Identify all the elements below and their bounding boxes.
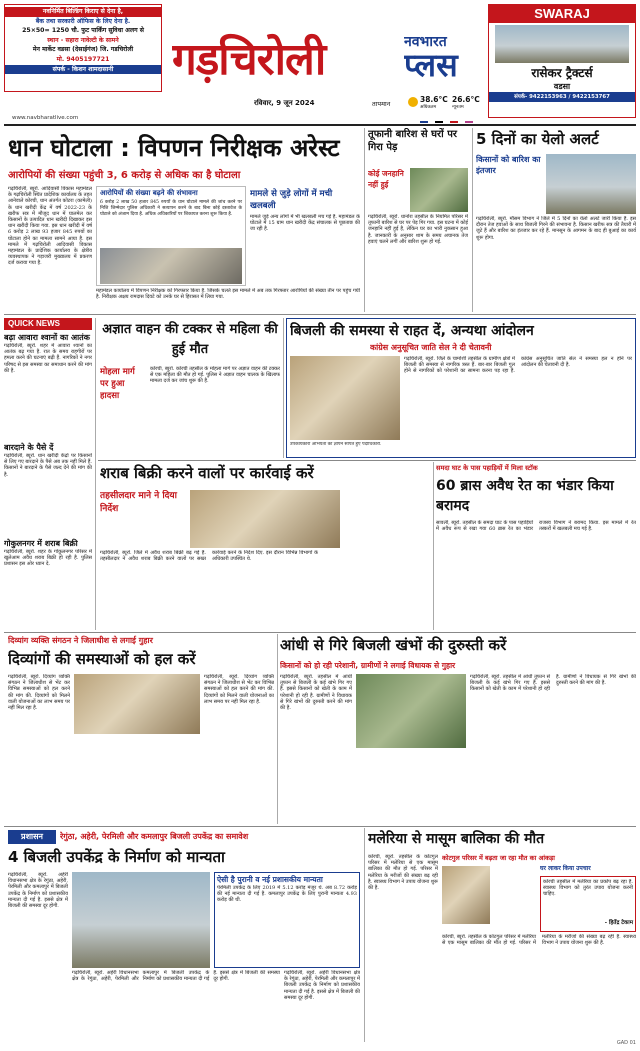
admin-box [214, 872, 360, 968]
youtube-icon[interactable] [450, 121, 458, 123]
page-number: GAD 01 [616, 1040, 636, 1046]
left-ad-line1: नवनिर्मित बिल्डिंग किराए से देना है, [5, 7, 161, 17]
sun-icon [408, 97, 418, 107]
malaria-body: कोरची, ब्यूरो. तहसील के कोटगुल परिसर में मलेरिया से एक मासूम बालिका की मौत हो गई. परिसर में मलेरिया के मरीजों की संख्या बढ़ रही है. स्वास्थ्य विभाग ने उपाय योजना शुरू की है. [368, 854, 438, 892]
yellow-headline: 5 दिनों का येलो अलर्ट [476, 130, 599, 148]
lead-body-2: महामंडल कार्यालय में विपणन निरीक्षक को गिरफ्तार किया है. जिसके चलते इस मामले में अब तक गिरफ्तार आरोपियों की संख्या तीन पर पहुंच गयी है. निरीक्षक अक्षय रामदास दिवटे को उनके घर से हिरासत में लिया गया. [96, 288, 360, 301]
storm-headline: तूफानी बारिश से घरों पर गिरा पेड़ [368, 129, 457, 153]
brand-top: नवभारत [404, 34, 447, 50]
admin-box-title: ऐसी है पुरानी व नई प्रशासकीय मान्यता [217, 875, 323, 884]
malaria-quote-by: - हितेंद्र टेकाम [604, 920, 633, 926]
yellow-body: गढ़चिरोली, ब्यूरो. मौसम विभाग ने जिले में 5 दिनों का येलो अलर्ट जारी किया है. इस दौरान तेज हवाओं के साथ बिजली गिरने की संभावना है. किसान खरीफ सत्र की तैयारी में जुटे हैं और बारिश का इंतजार कर रहे हैं. मानसून के आगमन के बाद ही बुआई का कार्य शुरू होगा. [476, 216, 636, 241]
poles-body-2: गढ़चिरोली, ब्यूरो. तहसील में आंधी तूफान से बिजली के कई खंभे गिर गए हैं. इससे किसानों को खेती के काम में परेशानी हो रही है. ग्रामीणों ने विधायक से गिरे खंभों की दुरुस्ती करने की मांग की है. [470, 674, 636, 693]
quick-news-label: QUICK NEWS [4, 318, 92, 330]
lead-subhead: आरोपियों की संख्या पहुंची 3, 6 करोड़ से अधिक का है घोटाला [8, 170, 241, 181]
lead-photo-note: 6 करोड़ 2 लाख 50 हजार 845 रुपयों के धान घोटाले मामले की जांच करने पर निजि जिम्मेदार पुलिस अधिकारी ने सत्यापन करने के बाद बिना कोई दस्तावेज के घोटाले को अंजाम दिया है. अधिक अधिकारियों पर शिकायत करना शुरू किया है. [100, 200, 242, 217]
divyang-kicker: दिव्यांग व्यक्ति संगठन ने जिलाधीश से लगाई गुहार [8, 636, 153, 645]
temp-max-label: अधिकतम [420, 105, 437, 110]
sand-body: सावली, ब्यूरो. तहसील के समदा घाट के पास पहाड़ियों में अवैध रूप से रखा गया 60 ब्रास रेत का भंडार राजस्व विभाग ने बरामद किया. इस मामले में रेत तस्करों में खलबली मच गई है. [436, 520, 636, 533]
brand-bottom: प्लस [404, 46, 458, 84]
admin-headline: 4 बिजली उपकेंद्र के निर्माण को मान्यता [8, 848, 225, 866]
divyang-photo [74, 674, 200, 734]
right-ad-phone: संपर्क- 9422153963 / 9422153767 [489, 92, 635, 102]
left-ad-phone: मो. 9405197721 [56, 55, 110, 63]
admin-body: गढ़चिरोली, ब्यूरो. अहेरी विधानसभा क्षेत्र के रेगुंठा, अहेरी, पेरमिली और कमलापुर में बिजली उपकेंद्र के निर्माण को प्रशासकीय मान्यता दी गई है. इससे क्षेत्र में बिजली की समस्या दूर होगी. [8, 872, 68, 910]
left-ad [4, 4, 162, 92]
admin-kicker: रेगुंठा, अहेरी, पेरमिली और कमलापुर बिजली उपकेंद्र का समावेश [60, 832, 249, 841]
yellow-subhead: किसानों को बारिश का इंतजार [476, 155, 541, 175]
divyang-body-2: गढ़चिरोली, ब्यूरो. दिव्यांग व्यक्ति संगठन ने जिलाधीश से भेंट कर विभिन्न समस्याओं को हल करने की मांग की. दिव्यांगों को मिलने वाली योजनाओं का लाभ समय पर नहीं मिल रहा है. [204, 674, 274, 705]
quick-news-body-1: गढ़चिरोली, ब्यूरो. शहर में आवारा श्वानों का आतंक बढ़ गया है. रात के समय राहगीरों पर हमला करने की घटनाएं बढ़ी हैं. नागरिकों ने नगर परिषद से इस समस्या का समाधान करने की मांग की है. [4, 343, 92, 374]
admin-photo [72, 872, 210, 968]
tractor-image [495, 25, 629, 63]
lead-body: गढ़चिरोली, ब्यूरो. आदिवासी विकास महामंडल के गढ़चिरोली स्थित प्रादेशिक कार्यालय के तहत आनेवाले कोरची, धान अंतर्गत कोटरा (कामेली) के धान खरीदी केंद्र में वर्ष 2022-23 के खरीफ सत्र में मौजूद धान में घालमेल कर किसानों के उत्पादित धान खरीदी दिखाकर इस धान खरीदी किया गया. इस धान खरीदी में वर्ष 6 करोड़ 2 लाख 93 हजार 845 रुपयों का घोटाला होने का मामला सामने आया है. इस मामले में गढ़चिरोली आदिवासी विकास महामंडल के प्रादेशिक कार्यालय के क्षेत्रीय व्यवस्थापक ने गड़ाजरी मुख्यालय में प्रकरण दर्ज कराया गया है. [8, 186, 92, 267]
malaria-headline: मलेरिया से मासूम बालिका की मौत [368, 831, 545, 847]
temp-label: तापमान [372, 100, 391, 108]
facebook-icon[interactable] [420, 121, 428, 123]
right-ad-brand: SWARAJ [489, 5, 635, 23]
temp-min-label: न्यूनतम [452, 105, 464, 110]
left-ad-line2: बैंक तथा सरकारी ऑफिस के लिए देना है. [35, 17, 131, 25]
right-ad [488, 4, 636, 118]
temp-min: 26.6°C [452, 95, 480, 104]
liquor-photo [190, 490, 340, 548]
power-photo [290, 356, 400, 440]
quick-news-title-3: गोकुलनगर में शराब बिक्री [4, 539, 78, 548]
malaria-kicker: कोटगुल परिसर में बढ़ता जा रहा मौत का आंकड़ा [442, 854, 555, 862]
left-ad-contact: संपर्क - किशन शामदासानी [5, 65, 161, 75]
quick-news-title-1: बढ़ा आवारा श्वानों का आतंक [4, 333, 90, 342]
lead-body-3: मामले जुड़े अन्य लोगों में भी खलबली मच गई है. महामंडल के घोटाले में 15 ग्राम धान खरीदी केंद्र संचालक से पूछताछ की जा रही है. [250, 214, 360, 233]
power-body: गढ़चिरोली, ब्यूरो. जिले के चामोर्शी तहसील के ग्रामीण क्षेत्रों में बिजली की समस्या से नागरिक त्रस्त हैं. बार-बार बिजली गुल होने से नागरिकों को परेशानी का सामना करना पड़ रहा है. कांग्रेस अनुसूचित जाति सेल ने समस्या हल न होने पर आंदोलन की चेतावनी दी है. [404, 356, 632, 375]
handcuff-photo [100, 248, 242, 284]
lead-photo-box [96, 186, 246, 286]
girl-photo [442, 866, 490, 924]
quick-news-item-2 [4, 442, 92, 538]
left-ad-line4: स्थान - सहारा नावेल्टी के सामने [47, 36, 119, 44]
divyang-body: गढ़चिरोली, ब्यूरो. दिव्यांग व्यक्ति संगठन ने जिलाधीश से भेंट कर विभिन्न समस्याओं को हल करने की मांग की. दिव्यांगों को मिलने वाली योजनाओं का लाभ समय पर नहीं मिल रहा है. [8, 674, 70, 712]
quick-news-body-3: गढ़चिरोली, ब्यूरो. शहर के गोकुलनगर परिसर में खुलेआम अवैध शराब बिक्री हो रही है. पुलिस प्रशासन इस ओर ध्यान दे. [4, 549, 92, 568]
storm-photo [410, 168, 468, 212]
malaria-body-2: कोरची, ब्यूरो. तहसील के कोटगुल परिसर में मलेरिया से एक मासूम बालिका की मौत हो गई. परिसर में मलेरिया के मरीजों की संख्या बढ़ रही है. स्वास्थ्य विभाग ने उपाय योजना शुरू की है. [442, 934, 636, 947]
admin-label: प्रशासन [8, 830, 56, 844]
right-ad-name: रासेकर ट्रैक्टर्स [531, 66, 593, 80]
poles-subhead: किसानों को हो रही परेशानी, ग्रामीणों ने लगाई विधायक से गुहार [280, 661, 456, 670]
malaria-sub2: घर लाकर किया उपचार [540, 865, 591, 872]
accident-headline: अज्ञात वाहन की टक्कर से महिला की हुई मौत [102, 322, 278, 357]
quick-news-title-2: बारदाने के पैसे दें [4, 443, 54, 452]
quick-news-body-2: गढ़चिरोली, ब्यूरो. धान खरीदी केंद्रों पर किसानों से लिए गए बारदाने के पैसे अब तक नहीं मिले हैं. किसानों ने बारदाने के पैसे जल्द देने की मांग की है. [4, 453, 92, 478]
power-headline: बिजली की समस्या से राहत दें, अन्यथा आंदोलन [290, 323, 534, 339]
sand-headline: 60 ब्रास अवैध रेत का भंडार किया बरामद [436, 478, 614, 514]
liquor-body: गढ़चिरोली, ब्यूरो. जिले में अवैध शराब बिक्री बढ़ गई है. तहसीलदार ने अवैध शराब बिक्री करने वालों पर सख्त कार्रवाई करने के निर्देश दिए. इस दौरान विभिन्न विभागों के अधिकारी उपस्थित थे. [100, 550, 318, 563]
right-ad-place: वडसा [553, 82, 571, 91]
malaria-quote-box [540, 876, 636, 932]
accident-highlight: मोहला मार्ग पर हुआ हादसा [100, 367, 135, 401]
website[interactable]: www.navbharatlive.com [12, 115, 79, 121]
power-subhead: कांग्रेस अनुसूचित जाति सेल ने दी चेतावनी [370, 343, 492, 352]
divyang-headline: दिव्यांगों की समस्याओं को हल करें [8, 650, 196, 668]
lead-headline: धान घोटाला : विपणन निरीक्षक अरेस्ट [8, 134, 340, 162]
left-ad-line5: मेन मार्केट वडसा (देसाईगंज) जि. गडचिरोली [32, 46, 134, 54]
power-photo-caption: उपकार्यकारी अभियंता को ज्ञापन सौंपते हुए पदाधिकारी. [290, 442, 382, 447]
admin-body-2: गढ़चिरोली, ब्यूरो. अहेरी विधानसभा क्षेत्र के रेगुंठा, अहेरी, पेरमिली और कमलापुर में बिजली उपकेंद्र के निर्माण को प्रशासकीय मान्यता दी गई है. इससे क्षेत्र में बिजली की समस्या दूर होगी. [72, 970, 280, 983]
masthead-date: रविवार, 9 जून 2024 [254, 99, 315, 107]
social-icons [420, 114, 480, 123]
lead-photo-caption: आरोपियों की संख्या बढ़ने की संभावना [100, 189, 198, 197]
admin-box-body: पेरमिली उपकेंद्र के लिए 2019 में 5.12 करोड़ मंजूर थे. अब 8.72 करोड़ की नई मान्यता दी गई है. कमलापुर उपकेंद्र के लिए पुरानी मान्यता 4.93 करोड़ की थी. [217, 885, 357, 904]
lead-side-head: मामले से जुड़े लोगों में मची खलबली [250, 189, 333, 211]
malaria-quote: कोरची तहसील में मलेरिया का प्रकोप बढ़ रहा है. स्वास्थ्य विभाग को तुरंत उपाय योजना करनी चाहिए. [543, 879, 633, 898]
storm-photo-caption: कोई जनहानि नहीं हुई [368, 169, 404, 189]
x-icon[interactable] [435, 121, 443, 123]
admin-body-3: गढ़चिरोली, ब्यूरो. अहेरी विधानसभा क्षेत्र के रेगुंठा, अहेरी, पेरमिली और कमलापुर में बिजली उपकेंद्र के निर्माण को प्रशासकीय मान्यता दी गई है. इससे क्षेत्र में बिजली की समस्या दूर होगी. [284, 970, 360, 1001]
poles-photo [356, 674, 466, 748]
liquor-headline: शराब बिक्री करने वालों पर कार्रवाई करें [100, 464, 314, 482]
left-ad-line3: 25×50= 1250 चौ. फुट पार्किंग सुविधा अलग से [22, 27, 144, 35]
yellow-photo [546, 154, 636, 214]
storm-body: गढ़चिरोली, ब्यूरो. धानोरा तहसील के नियमित परिसर में तूफानी बारिश से घर पर पेड़ गिर गया. इस घटना में कोई जनहानि नहीं हुई है, लेकिन घर का भारी नुकसान हुआ है. जानकारी के अनुसार शाम के समय अचानक तेज हवाएं चलने लगीं और बारिश शुरू हो गई. [368, 214, 468, 245]
poles-body: गढ़चिरोली, ब्यूरो. तहसील में आंधी तूफान से बिजली के कई खंभे गिर गए हैं. इससे किसानों को खेती के काम में परेशानी हो रही है. ग्रामीणों ने विधायक से गिरे खंभों की दुरुस्ती करने की मांग की है. [280, 674, 352, 712]
sand-kicker: समदा घाट के पास पहाड़ियों में मिला स्टॉक [436, 464, 538, 472]
temp-max: 38.6°C [420, 95, 448, 104]
instagram-icon[interactable] [465, 121, 473, 123]
quick-news-item-1 [4, 332, 92, 442]
accident-body: कोरची, ब्यूरो. कोरची तहसील के मोहला मार्ग पर अज्ञात वाहन की टक्कर से एक महिला की मौत हो गई. पुलिस ने अज्ञात वाहन चालक के खिलाफ मामला दर्ज कर जांच शुरू की है. [150, 366, 280, 385]
poles-headline: आंधी से गिरे बिजली खंभों की दुरुस्ती करें [280, 636, 507, 654]
masthead-title: गड़चिरोली [172, 34, 326, 85]
quick-news-item-3 [4, 538, 92, 630]
liquor-subhead: तहसीलदार माने ने दिया निर्देश [100, 491, 177, 514]
